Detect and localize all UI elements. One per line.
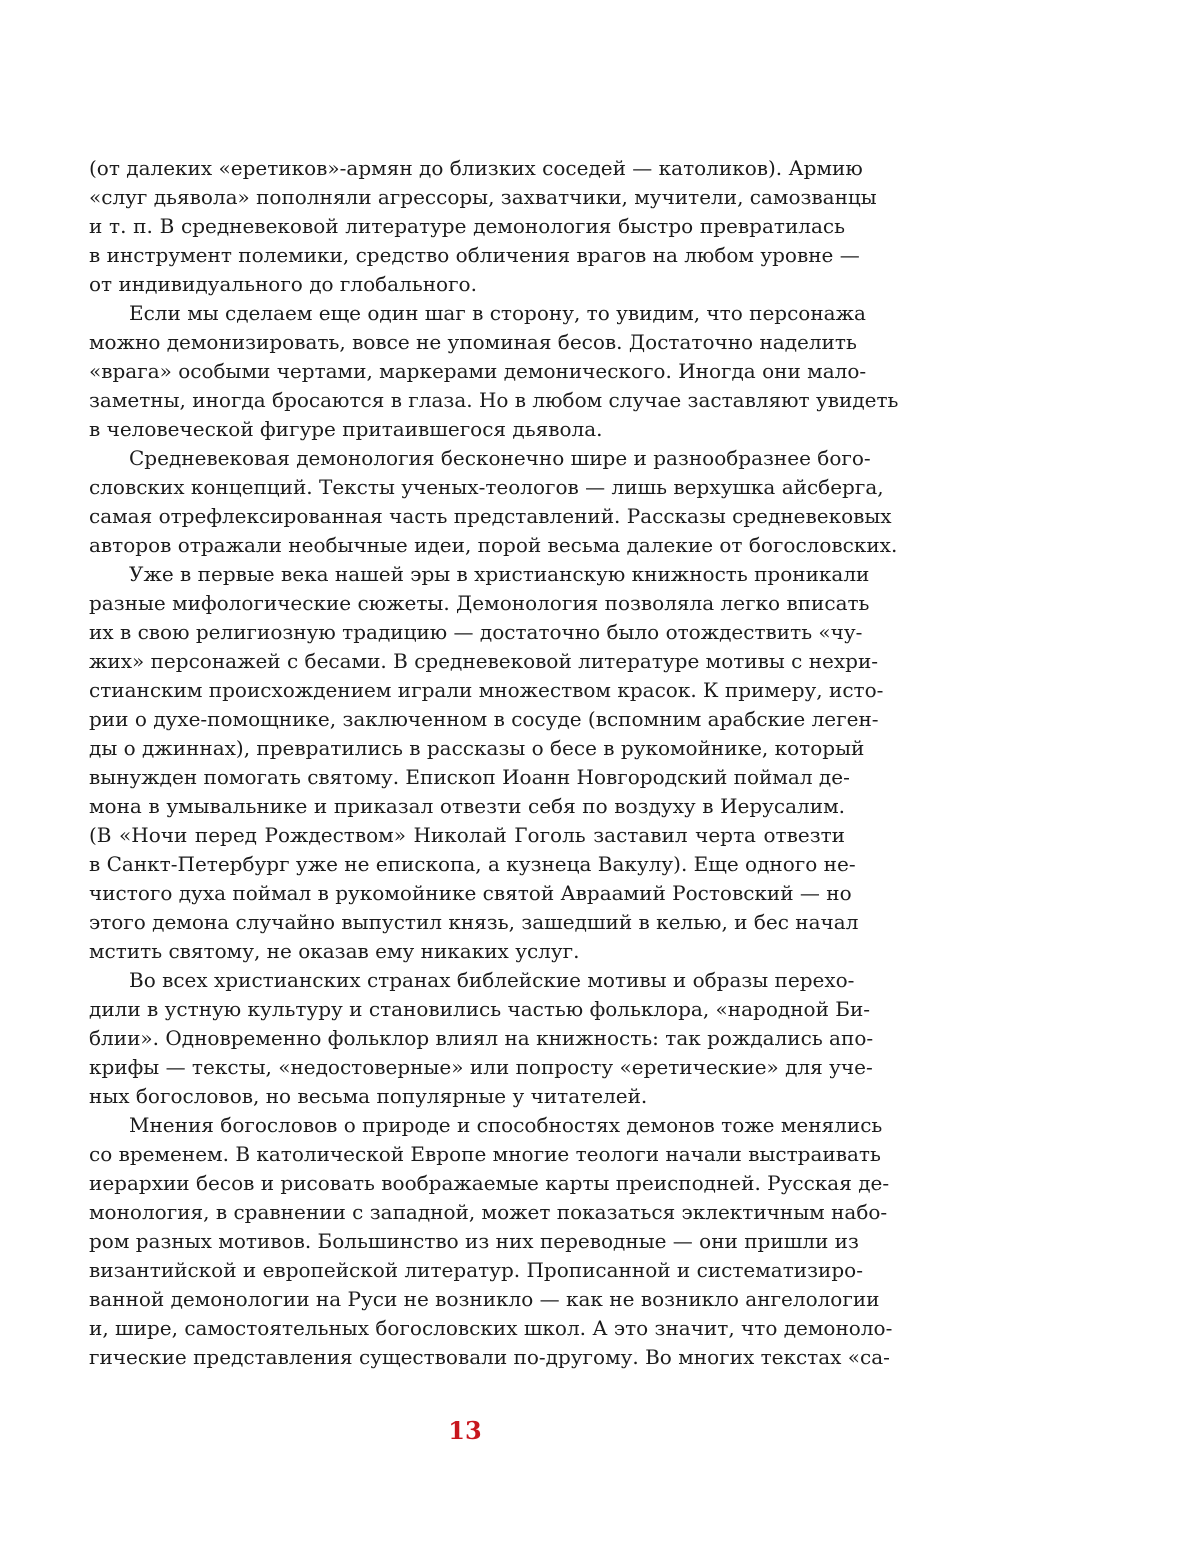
- text-line: вынужден помогать святому. Епископ Иоанн Новгородский поймал де-: [89, 765, 850, 789]
- text-line: ды о джиннах), превратились в рассказы о бесе в рукомойнике, который: [89, 736, 865, 760]
- text-line: мона в умывальнике и приказал отвезти себя по воздуху в Иерусалим.: [89, 794, 845, 818]
- body-text: [89, 154, 899, 1372]
- paragraph: [89, 1111, 893, 1372]
- paragraph: [89, 966, 874, 1111]
- text-line: этого демона случайно выпустил князь, зашедший в келью, и бес начал: [89, 910, 859, 934]
- text-line: от индивидуального до глобального.: [89, 272, 477, 296]
- text-line: в инструмент полемики, средство обличения врагов на любом уровне —: [89, 243, 860, 267]
- text-line: жих» персонажей с бесами. В средневековой литературе мотивы с нехри-: [89, 649, 879, 673]
- text-line: Средневековая демонология бесконечно шире и разнообразнее бого-: [129, 446, 871, 470]
- page-number: 13: [448, 1416, 482, 1445]
- text-line: рии о духе-помощнике, заключенном в сосуде (вспомним арабские леген-: [89, 707, 879, 731]
- text-line: заметны, иногда бросаются в глаза. Но в любом случае заставляют увидеть: [89, 388, 899, 412]
- text-line: словских концепций. Тексты ученых-теологов — лишь верхушка айсберга,: [89, 475, 884, 499]
- text-line: «врага» особыми чертами, маркерами демонического. Иногда они мало-: [89, 359, 867, 383]
- text-line: ных богословов, но весьма популярные у читателей.: [89, 1084, 648, 1108]
- text-line: можно демонизировать, вовсе не упоминая бесов. Достаточно наделить: [89, 330, 857, 354]
- text-line: монология, в сравнении с западной, может показаться эклектичным набо-: [89, 1200, 888, 1224]
- paragraph: [89, 154, 877, 299]
- paragraph: [89, 560, 884, 966]
- text-line: со временем. В католической Европе многие теологи начали выстраивать: [89, 1142, 881, 1166]
- text-line: разные мифологические сюжеты. Демонология позволяла легко вписать: [89, 591, 870, 615]
- text-line: блии». Одновременно фольклор влиял на книжность: так рождались апо-: [89, 1026, 874, 1050]
- paragraph: [89, 444, 898, 560]
- text-line: иерархии бесов и рисовать воображаемые карты преисподней. Русская де-: [89, 1171, 890, 1195]
- text-line: чистого духа поймал в рукомойнике святой Авраамий Ростовский — но: [89, 881, 852, 905]
- text-line: самая отрефлексированная часть представлений. Рассказы средневековых: [89, 504, 892, 528]
- text-line: авторов отражали необычные идеи, порой весьма далекие от богословских.: [89, 533, 898, 557]
- text-line: «слуг дьявола» пополняли агрессоры, захватчики, мучители, самозванцы: [89, 185, 877, 209]
- text-line: их в свою религиозную традицию — достаточно было отождествить «чу-: [89, 620, 863, 644]
- text-line: Во всех христианских странах библейские мотивы и образы перехо-: [129, 968, 855, 992]
- paragraph: [89, 299, 899, 444]
- text-line: и, шире, самостоятельных богословских школ. А это значит, что демоноло-: [89, 1316, 893, 1340]
- text-line: Если мы сделаем еще один шаг в сторону, то увидим, что персонажа: [129, 301, 866, 325]
- text-line: ванной демонологии на Руси не возникло — как не возникло ангелологии: [89, 1287, 880, 1311]
- text-line: в Санкт-Петербург уже не епископа, а кузнеца Вакулу). Еще одного не-: [89, 852, 856, 876]
- text-line: Мнения богословов о природе и способностях демонов тоже менялись: [129, 1113, 883, 1137]
- text-line: мстить святому, не оказав ему никаких услуг.: [89, 939, 580, 963]
- text-line: ром разных мотивов. Большинство из них переводные — они пришли из: [89, 1229, 859, 1253]
- text-line: византийской и европейской литератур. Прописанной и систематизиро-: [89, 1258, 863, 1282]
- text-line: (В «Ночи перед Рождеством» Николай Гоголь заставил черта отвезти: [89, 823, 845, 847]
- text-line: в человеческой фигуре притаившегося дьявола.: [89, 417, 603, 441]
- text-line: (от далеких «еретиков»-армян до близких соседей — католиков). Армию: [89, 156, 863, 180]
- text-line: Уже в первые века нашей эры в христианскую книжность проникали: [129, 562, 870, 586]
- text-line: гические представления существовали по-другому. Во многих текстах «са-: [89, 1345, 890, 1369]
- text-line: дили в устную культуру и становились частью фольклора, «народной Би-: [89, 997, 871, 1021]
- text-line: крифы — тексты, «недостоверные» или попросту «еретические» для уче-: [89, 1055, 873, 1079]
- text-line: и т. п. В средневековой литературе демонология быстро превратилась: [89, 214, 845, 238]
- text-line: стианским происхождением играли множеством красок. К примеру, исто-: [89, 678, 884, 702]
